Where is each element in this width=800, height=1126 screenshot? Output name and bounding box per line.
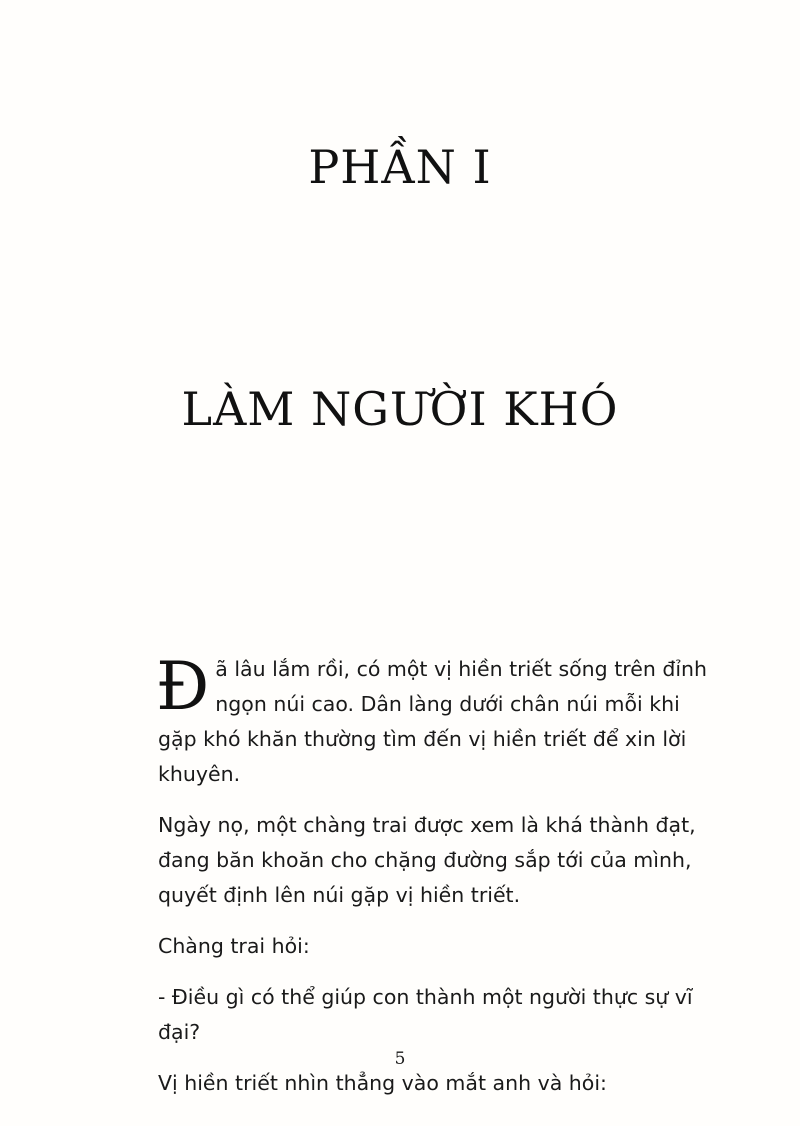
page-number: 5 (394, 1049, 406, 1069)
body-text (156, 648, 723, 1117)
drop-cap: Đ (156, 648, 210, 725)
paragraph-5: Vị hiền triết nhìn thẳng vào mắt anh và hỏi: (158, 1071, 607, 1095)
paragraph-1 (156, 648, 723, 792)
paragraph-3: Chàng trai hỏi: (158, 934, 310, 958)
chapter-title: LÀM NGƯỜI KHÓ (181, 382, 619, 436)
paragraph-1-text: ã lâu lắm rồi, có một vị hiền triết sống trên đỉnh ngọn núi cao. Dân làng dưới chân núi mỗi khi gặp khó khăn thường tìm đến vị hiền triết để xin lời khuyên. (158, 657, 708, 786)
paragraph-4: - Điều gì có thể giúp con thành một người thực sự vĩ đại? (158, 985, 693, 1044)
part-title: PHẦN I (308, 140, 492, 194)
paragraph-2: Ngày nọ, một chàng trai được xem là khá thành đạt, đang băn khoăn cho chặng đường sắp tới của mình, quyết định lên núi gặp vị hiền triết. (158, 813, 696, 907)
